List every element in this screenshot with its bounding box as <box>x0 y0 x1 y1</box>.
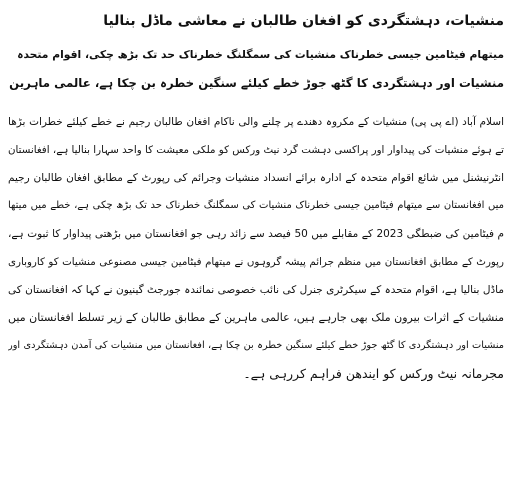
subheadlines <box>8 40 504 98</box>
body-line: رپورٹ کے مطابق افغانستان میں منظم جرائم پیشہ گروہوں نے میتھام فیٹامین جیسی مصنوعی منشیات کو کاروباری <box>8 256 504 268</box>
body-line: تے ہوئے منشیات کی پیداوار اور پراکسی دہشت گرد نیٹ ورکس کو ملکی معیشت کا واحد سہارا بنالیا ہے، افغانستان <box>8 144 504 156</box>
subheadline-1: میتھام فیٹامین جیسی خطرناک منشیات کی سمگلنگ خطرناک حد تک بڑھ چکی، اقوام متحدہ <box>17 48 504 61</box>
body-line: میں افغانستان سے میتھام فیٹامین جیسی خطرناک منشیات کی سمگلنگ خطرناک حد تک بڑھ چکی ہے، خطے میں میتھا <box>8 200 504 211</box>
subheadline-2: منشیات اور دہشتگردی کا گٹھ جوڑ خطے کیلئے سنگین خطرہ بن چکا ہے، عالمی ماہرین <box>9 76 504 90</box>
article-body <box>8 108 504 388</box>
body-line: م فیٹامین کی ضبطگی 2023 کے مقابلے میں 50 فیصد سے زائد رہی جو افغانستان میں بڑھتی پیداوار کا ثبوت ہے، <box>8 228 504 240</box>
body-line: مجرمانہ نیٹ ورکس کو ایندھن فراہم کررہی ہے۔ <box>243 366 504 381</box>
body-line: انٹرنیشنل میں شائع اقوام متحدہ کے ادارہ برائے انسداد منشیات وجرائم کی رپورٹ کے مطابق افغان طالبان رجیم <box>8 172 504 184</box>
body-line: منشیات کے اثرات بیرون ملک بھی جارہے ہیں، عالمی ماہرین کے مطابق طالبان کے زیر تسلط افغانستان میں <box>8 311 504 324</box>
body-line: ماڈل بنالیا ہے، اقوام متحدہ کے سیکرٹری جنرل کی نائب خصوصی نمائندہ جورجٹ گینیون نے کہا کہ افغانستان کی <box>8 284 504 296</box>
headline: منشیات، دہشتگردی کو افغان طالبان نے معاشی ماڈل بنالیا <box>103 13 504 29</box>
body-line: منشیات اور دہشتگردی کا گٹھ جوڑ خطے کیلئے سنگین خطرہ بن چکا ہے، افغانستان میں منشیات کی آمدن دہشتگردی اور <box>8 340 504 351</box>
body-line: اسلام آباد (اے پی پی) منشیات کے مکروہ دھندے پر چلنے والی ناکام افغان طالبان رجیم نے خطے کیلئے خطرات بڑھا <box>8 116 504 128</box>
